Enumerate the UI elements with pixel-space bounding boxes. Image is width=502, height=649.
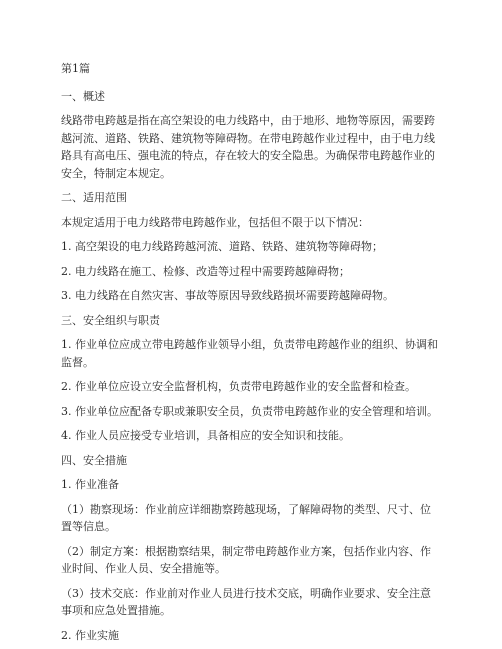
section-4-item: （2）制定方案：根据勘察结果，制定带电跨越作业方案，包括作业内容、作业时间、作业人员、安全措施等。 — [61, 544, 431, 575]
section-2-item: 1. 高空架设的电力线路跨越河流、道路、铁路、建筑物等障碍物； — [61, 240, 383, 253]
section-3-item: 3. 作业单位应配备专职或兼职安全员，负责带电跨越作业的安全管理和培训。 — [61, 404, 438, 418]
section-1-paragraph: 线路带电跨越是指在高空架设的电力线路中，由于地形、地物等原因，需要跨越河流、道路、铁路、建筑物等障碍物。在带电跨越作业过程中，由于电力线路具有高电压、强电流的特点，存在较大的安全隐患。为确保带电跨越作业的安全，特制定本规定。 — [61, 114, 435, 180]
section-2-title: 二、适用范围 — [61, 191, 127, 204]
section-3-item: 4. 作业人员应接受专业培训，具备相应的安全知识和技能。 — [61, 429, 350, 442]
section-3-item: 2. 作业单位应设立安全监督机构，负责带电跨越作业的安全监督和检查。 — [61, 380, 416, 393]
section-4-item: （3）技术交底：作业前对作业人员进行技术交底，明确作业要求、安全注意事项和应急处置措施。 — [61, 586, 431, 617]
section-3-title: 三、安全组织与职责 — [61, 313, 160, 327]
section-4-item: （1）勘察现场：作业前应详细勘察跨越现场，了解障碍物的类型、尺寸、位置等信息。 — [61, 502, 431, 533]
section-2-item: 3. 电力线路在自然灾害、事故等原因导致线路损坏需要跨越障碍物。 — [61, 289, 394, 302]
section-4-subheading-1: 1. 作业准备 — [61, 478, 119, 491]
part-heading: 第1篇 — [61, 62, 90, 75]
section-2-intro: 本规定适用于电力线路带电跨越作业，包括但不限于以下情况： — [61, 215, 369, 229]
document-page — [61, 60, 441, 644]
section-2-item: 2. 电力线路在施工、检修、改造等过程中需要跨越障碍物； — [61, 264, 350, 278]
section-1-title: 一、概述 — [61, 89, 105, 103]
section-4-subheading-2: 2. 作业实施 — [61, 628, 119, 642]
section-4-title: 四、安全措施 — [61, 453, 127, 467]
section-3-item: 1. 作业单位应成立带电跨越作业领导小组，负责带电跨越作业的组织、协调和监督。 — [61, 338, 438, 369]
